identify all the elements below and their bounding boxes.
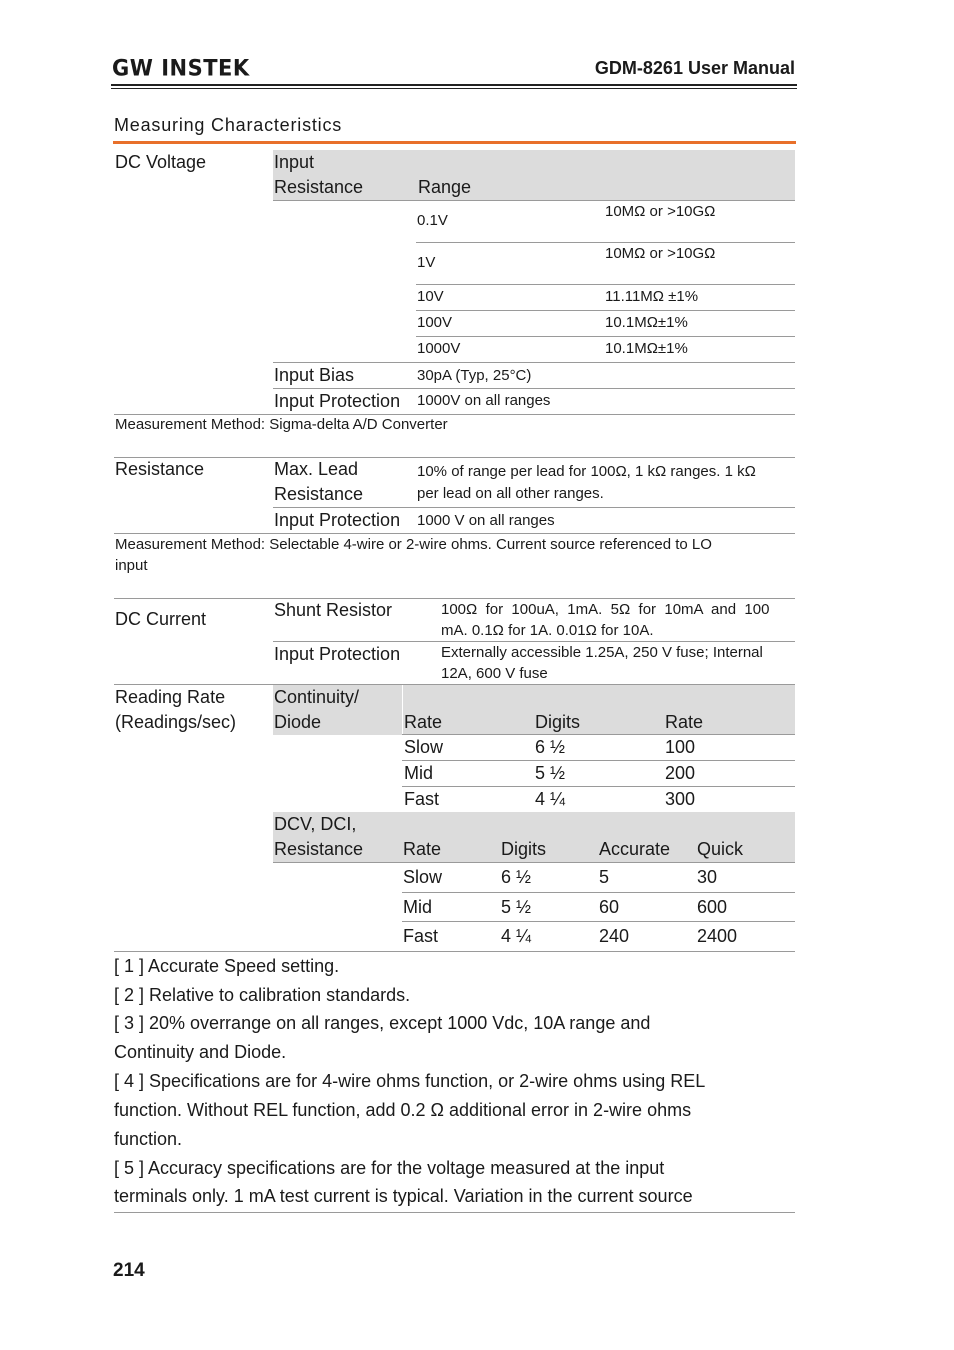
section-accent-rule bbox=[113, 141, 796, 144]
dcv-rate-cell: 4 ¼ bbox=[501, 926, 532, 946]
dcv-rate-cell: Fast bbox=[403, 926, 439, 946]
dcv-col1-line1: Input bbox=[274, 152, 315, 172]
divider bbox=[416, 336, 795, 337]
input-protection-label: Input Protection bbox=[274, 510, 401, 530]
dc-current-label: DC Current bbox=[115, 609, 207, 629]
max-lead-label: Max. Lead bbox=[274, 459, 359, 479]
page-number: 214 bbox=[113, 1260, 145, 1281]
dcv-rate-cell: 5 ½ bbox=[501, 897, 532, 917]
dcv-rate-cell: 600 bbox=[697, 897, 728, 917]
dcv-rate-header: Quick bbox=[697, 839, 744, 859]
shunt-resistor-label: Shunt Resistor bbox=[274, 600, 393, 620]
divider bbox=[402, 786, 795, 787]
input-protection-label: Input Protection bbox=[274, 644, 401, 664]
input-bias-value: 30pA (Typ, 25°C) bbox=[417, 367, 532, 384]
section-title: Measuring Characteristics bbox=[114, 115, 343, 135]
dcv-value: 10.1MΩ±1% bbox=[605, 314, 688, 331]
continuity-cell: 4 ¼ bbox=[535, 789, 566, 809]
dcv-rate-label: Resistance bbox=[274, 839, 364, 859]
dcv-method: Measurement Method: Sigma-delta A/D Converter bbox=[115, 416, 448, 433]
dcv-rate-label: DCV, DCI, bbox=[274, 814, 357, 834]
shunt-resistor-value: 100Ω for 100uA, 1mA. 5Ω for 10mA and 100 bbox=[441, 601, 770, 618]
dcv-rate-cell: 2400 bbox=[697, 926, 738, 946]
dcv-rate-header: Accurate bbox=[599, 839, 671, 859]
dcv-value: 10MΩ or >10GΩ bbox=[605, 203, 716, 220]
dcv-rate-header: Digits bbox=[501, 839, 547, 859]
dcv-range: 10V bbox=[417, 288, 444, 305]
dcv-range: 1000V bbox=[417, 340, 461, 357]
input-protection-value: Externally accessible 1.25A, 250 V fuse; Internal bbox=[441, 644, 763, 661]
divider bbox=[402, 921, 795, 922]
header-rule bbox=[111, 84, 797, 86]
input-protection-label: Input Protection bbox=[274, 391, 401, 411]
continuity-header: Digits bbox=[535, 712, 581, 732]
divider bbox=[402, 892, 795, 893]
dcv-rate-cell: 60 bbox=[599, 897, 620, 917]
dcv-col2-header: Range bbox=[418, 177, 472, 197]
continuity-cell: 5 ½ bbox=[535, 763, 566, 783]
divider bbox=[402, 760, 795, 761]
divider bbox=[273, 200, 795, 201]
input-bias-label: Input Bias bbox=[274, 365, 355, 385]
dcv-range: 100V bbox=[417, 314, 453, 331]
input-protection-value: 12A, 600 V fuse bbox=[441, 665, 548, 682]
footnote-line: Continuity and Diode. bbox=[114, 1042, 287, 1062]
divider bbox=[114, 457, 795, 458]
continuity-cell: 200 bbox=[665, 763, 696, 783]
dcv-value: 10MΩ or >10GΩ bbox=[605, 245, 716, 262]
reading-rate-label: (Readings/sec) bbox=[115, 712, 237, 732]
footnote-line: terminals only. 1 mA test current is typical. Variation in the current source bbox=[114, 1186, 693, 1206]
input-protection-value: 1000 V on all ranges bbox=[417, 512, 555, 529]
continuity-cell: 300 bbox=[665, 789, 696, 809]
continuity-label: Continuity/ bbox=[274, 687, 360, 707]
divider bbox=[416, 310, 795, 311]
dcv-rate-cell: 240 bbox=[599, 926, 630, 946]
dcv-rate-header: Rate bbox=[403, 839, 442, 859]
footnote-line: [ 2 ] Relative to calibration standards. bbox=[114, 985, 411, 1005]
continuity-cell: 100 bbox=[665, 737, 696, 757]
dcv-range: 0.1V bbox=[417, 212, 448, 229]
dcv-rate-cell: 30 bbox=[697, 867, 718, 887]
continuity-header: Rate bbox=[665, 712, 704, 732]
dcv-rate-cell: Slow bbox=[403, 867, 443, 887]
continuity-cell: 6 ½ bbox=[535, 737, 566, 757]
divider bbox=[114, 1212, 795, 1213]
dcv-label: DC Voltage bbox=[115, 152, 207, 172]
shunt-resistor-value: mA. 0.1Ω for 1A. 0.01Ω for 10A. bbox=[441, 622, 654, 639]
max-lead-label: Resistance bbox=[274, 484, 364, 504]
dcv-rate-cell: 6 ½ bbox=[501, 867, 532, 887]
footnote-line: [ 5 ] Accuracy specifications are for the voltage measured at the input bbox=[114, 1158, 665, 1178]
dcv-value: 11.11MΩ ±1% bbox=[605, 288, 699, 305]
footnote-line: function. Without REL function, add 0.2 Ω additional error in 2-wire ohms bbox=[114, 1100, 692, 1120]
dcv-value: 10.1MΩ±1% bbox=[605, 340, 688, 357]
continuity-label: Diode bbox=[274, 712, 322, 732]
divider bbox=[402, 685, 403, 735]
continuity-header: Rate bbox=[404, 712, 443, 732]
reading-rate-label: Reading Rate bbox=[115, 687, 226, 707]
input-protection-value: 1000V on all ranges bbox=[417, 392, 551, 409]
footnote-line: function. bbox=[114, 1129, 183, 1149]
resistance-label: Resistance bbox=[115, 459, 205, 479]
max-lead-value: 10% of range per lead for 100Ω, 1 kΩ ranges. 1 kΩ bbox=[417, 463, 756, 480]
dcv-range: 1V bbox=[417, 254, 436, 271]
continuity-cell: Slow bbox=[404, 737, 444, 757]
divider bbox=[402, 734, 795, 735]
gwinstek-logo: GW INSTEK bbox=[112, 55, 250, 81]
divider bbox=[416, 284, 795, 285]
footnote-line: [ 4 ] Specifications are for 4-wire ohms function, or 2-wire ohms using REL bbox=[114, 1071, 706, 1091]
manual-title: GDM-8261 User Manual bbox=[594, 58, 795, 78]
dcv-col1-line2: Resistance bbox=[274, 177, 364, 197]
dcv-rate-cell: 5 bbox=[599, 867, 610, 887]
footnote-line: [ 1 ] Accurate Speed setting. bbox=[114, 956, 340, 976]
continuity-cell: Mid bbox=[404, 763, 434, 783]
max-lead-value: per lead on all other ranges. bbox=[417, 485, 604, 502]
resistance-method: Measurement Method: Selectable 4-wire or 2-wire ohms. Current source referenced to LO bbox=[115, 536, 712, 553]
header-rule-thin bbox=[111, 88, 797, 89]
resistance-method: input bbox=[115, 557, 148, 574]
footnote-line: [ 3 ] 20% overrange on all ranges, except 1000 Vdc, 10A range and bbox=[114, 1013, 651, 1033]
divider bbox=[273, 862, 795, 863]
continuity-cell: Fast bbox=[404, 789, 440, 809]
dcv-rate-cell: Mid bbox=[403, 897, 433, 917]
